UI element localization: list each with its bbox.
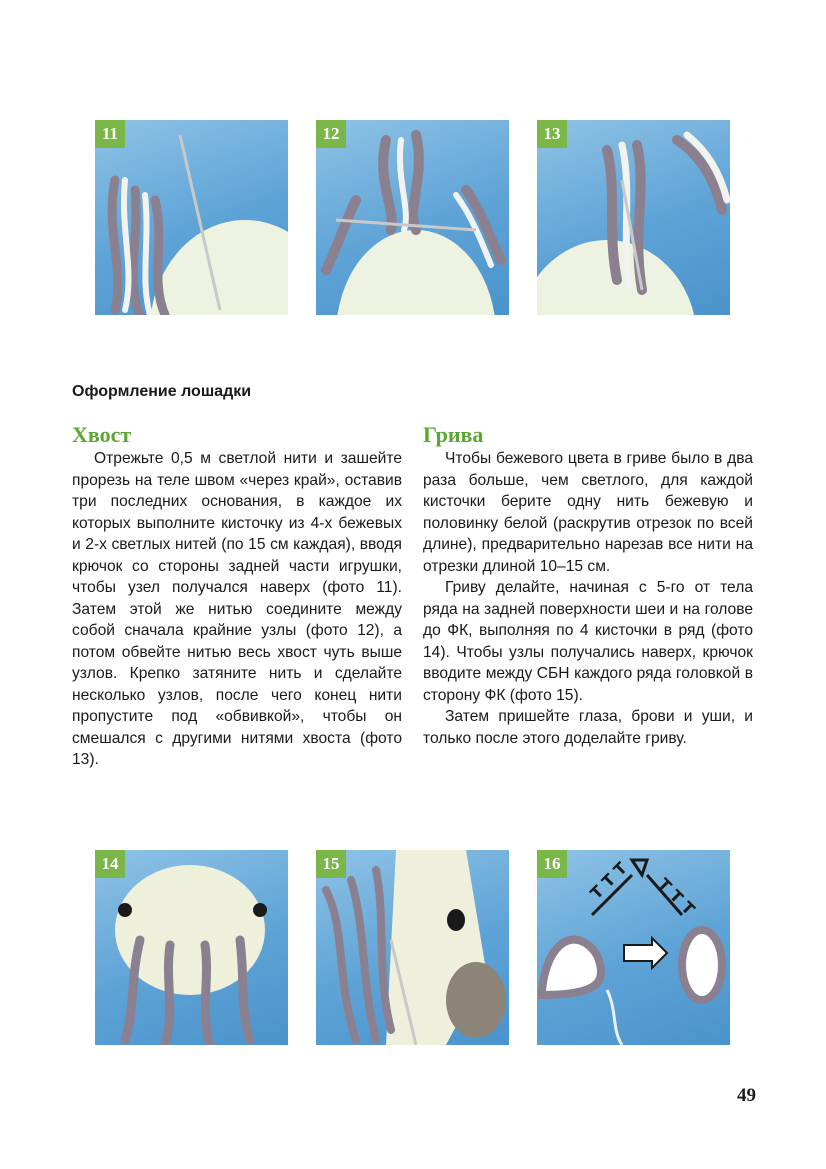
mane-paragraph: Затем пришейте глаза, брови и уши, и только после этого доделайте гриву. [423,708,753,747]
photo-12-illustration [316,120,509,315]
tail-paragraph: Отрежьте 0,5 м светлой нити и зашейте прорезь на теле швом «через край», оставив три последних основания, в каждое их которых выполните кисточку из 4-х бежевых и 2-х светлых нитей (по 15 см каждая), вводя крючок со стороны задней части игрушки, чтобы узел получался наверх (фото 11). Затем этой же нитью соедините между собой сначала крайние узлы (фото 12), а потом обвейте нитью весь хвост чуть выше узлов. Крепко затяните нить и сделайте несколько узлов, после чего конец нити пропустите под «обвивкой», чтобы он смешался с другими нитями хвоста (фото 13). [72,450,402,768]
tail-heading: Хвост [72,422,132,447]
mane-paragraph: Гриву делайте, начиная с 5-го от тела ряда на задней поверхности шеи и на голове до ФК, выполняя по 4 кисточки в ряд (фото 14). Чтобы узлы получались наверх, крючок вводите между СБН каждого ряда головкой в сторону ФК (фото 15). [423,579,753,704]
section-title: Оформление лошадки [72,383,252,400]
photo-11 [95,120,288,315]
mane-paragraph: Чтобы бежевого цвета в гриве было в два раза больше, чем светлого, для каждой кисточки берите одну нить бежевую и половинку белой (раскрутив отрезок по всей длине), предварительно нарезав все нити на отрезки длиной 10–15 см. [423,450,753,575]
photo-14-number: 14 [95,850,125,878]
tail-text [72,448,402,771]
page-number: 49 [737,1085,756,1106]
photo-12 [316,120,509,315]
photo-11-number: 11 [95,120,125,148]
svg-text:T T T: T T T [654,874,699,919]
mane-text [423,448,753,749]
photo-16 [537,850,730,1045]
svg-text:T T T: T T T [586,858,631,903]
photo-16-illustration [537,850,730,1045]
photo-15-illustration [316,850,509,1045]
photo-14 [95,850,288,1045]
photo-13 [537,120,730,315]
photo-12-number: 12 [316,120,346,148]
photo-14-illustration [95,850,288,1045]
mane-heading: Грива [423,422,484,447]
photo-15-number: 15 [316,850,346,878]
photo-16-number: 16 [537,850,567,878]
photo-11-illustration [95,120,288,315]
photo-13-illustration [537,120,730,315]
photo-15 [316,850,509,1045]
photo-13-number: 13 [537,120,567,148]
